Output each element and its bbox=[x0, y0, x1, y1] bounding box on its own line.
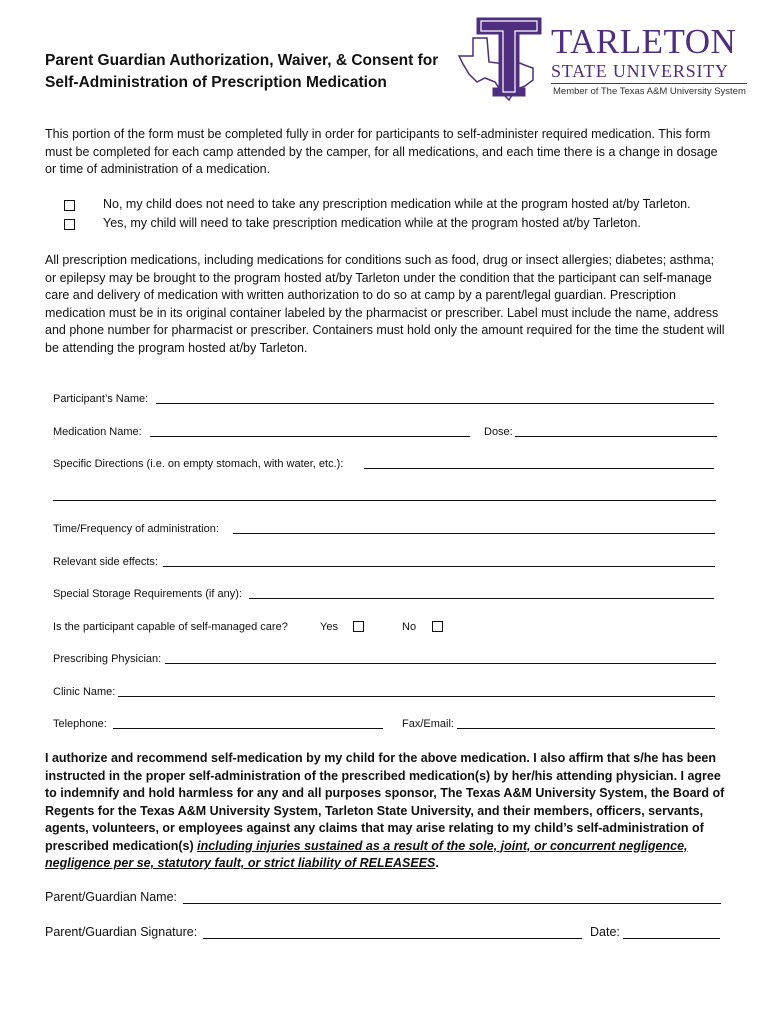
self-care-question: Is the participant capable of self-managed care? bbox=[53, 621, 288, 633]
clinic-label: Clinic Name: bbox=[53, 686, 116, 698]
authorization-underlined-clause: including injuries sustained as a result of the sole, joint, or concurrent negligence, negligence per se, statutory fault, or strict liability of RELEASEES bbox=[45, 838, 688, 870]
telephone-field[interactable] bbox=[113, 728, 383, 729]
authorization-end: . bbox=[435, 856, 439, 870]
dose-field[interactable] bbox=[515, 436, 717, 437]
texas-t-logo-icon bbox=[453, 16, 549, 102]
guardian-signature-label: Parent/Guardian Signature: bbox=[45, 925, 198, 939]
self-care-no-checkbox[interactable] bbox=[432, 621, 443, 632]
directions-field[interactable] bbox=[364, 468, 714, 469]
guardian-name-field[interactable] bbox=[183, 903, 721, 904]
medication-name-field[interactable] bbox=[150, 436, 470, 437]
intro-paragraph: This portion of the form must be completed fully in order for participants to self-administer required medication. This form must be completed for each camp attended by the camper, for all medications, and each time there is a change in dosage or time of administration of a medication. bbox=[45, 127, 718, 176]
tarleton-logo bbox=[453, 16, 753, 106]
self-care-yes-label: Yes bbox=[320, 621, 338, 633]
guardian-signature-field[interactable] bbox=[203, 938, 582, 939]
logo-subtitle: STATE UNIVERSITY bbox=[551, 61, 729, 81]
dose-label: Dose: bbox=[484, 426, 513, 438]
directions-field-continued[interactable] bbox=[53, 500, 716, 501]
physician-label: Prescribing Physician: bbox=[53, 653, 162, 665]
side-effects-label: Relevant side effects: bbox=[53, 556, 158, 568]
side-effects-field[interactable] bbox=[163, 566, 715, 567]
option-no-checkbox[interactable] bbox=[64, 200, 75, 211]
self-care-no-label: No bbox=[402, 621, 417, 633]
form-title bbox=[45, 50, 465, 94]
logo-member-line: Member of The Texas A&M University System bbox=[553, 86, 746, 97]
guardian-name-label: Parent/Guardian Name: bbox=[45, 890, 178, 904]
date-field[interactable] bbox=[623, 938, 720, 939]
physician-field[interactable] bbox=[165, 663, 716, 664]
directions-label: Specific Directions (i.e. on empty stomach, with water, etc.): bbox=[53, 458, 344, 470]
participant-name-field[interactable] bbox=[156, 403, 714, 404]
authorization-text: I authorize and recommend self-medication by my child for the above medication. I also affirm that s/he has been instructed in the proper self-administration of the prescribed medication(s) by her/his attending physician. I agree to indemnify and hold harmless for any and all purposes sponsor, The Texas A&M University System, the Board of Regents for the Texas A&M University System, Tarleton State University, and their members, officers, servants, agents, volunteers, or employees against any claims that may arise relating to my child’s self-administration of prescribed medication(s) bbox=[45, 751, 725, 853]
clinic-field[interactable] bbox=[118, 696, 715, 697]
storage-label: Special Storage Requirements (if any): bbox=[53, 588, 242, 600]
logo-name: TARLETON bbox=[551, 22, 737, 61]
telephone-label: Telephone: bbox=[53, 718, 107, 730]
medication-name-label: Medication Name: bbox=[53, 426, 142, 438]
fax-email-field[interactable] bbox=[457, 728, 715, 729]
authorization-statement bbox=[45, 750, 735, 873]
participant-name-label: Participant’s Name: bbox=[53, 393, 149, 405]
fax-email-label: Fax/Email: bbox=[402, 718, 454, 730]
time-frequency-label: Time/Frequency of administration: bbox=[53, 523, 219, 535]
option-no-label: No, my child does not need to take any prescription medication while at the program hosted at/by Tarleton. bbox=[103, 197, 691, 211]
option-yes-checkbox[interactable] bbox=[64, 219, 75, 230]
form-title-line2: Self-Administration of Prescription Medication bbox=[45, 74, 387, 91]
self-care-yes-checkbox[interactable] bbox=[353, 621, 364, 632]
option-yes-label: Yes, my child will need to take prescription medication while at the program hosted at/by Tarleton. bbox=[103, 216, 641, 230]
logo-divider bbox=[551, 83, 747, 84]
storage-field[interactable] bbox=[249, 598, 714, 599]
form-title-line1: Parent Guardian Authorization, Waiver, & Consent for bbox=[45, 52, 439, 69]
time-frequency-field[interactable] bbox=[233, 533, 715, 534]
date-label: Date: bbox=[590, 925, 620, 939]
medication-options bbox=[0, 196, 770, 236]
policy-paragraph: All prescription medications, including medications for conditions such as food, drug or insect allergies; diabetes; asthma; or epilepsy may be brought to the program hosted at/by Tarleton under the condition that the participant can self-manage care and delivery of medication with written authorization to do so at camp by a parent/legal guardian. Prescription medication must be in its original container labeled by the pharmacist or prescriber. Label must include the name, address and phone number for pharmacist or prescriber. Containers must hold only the amount required for the time the student will be attending the program hosted at/by Tarleton. bbox=[45, 253, 725, 355]
